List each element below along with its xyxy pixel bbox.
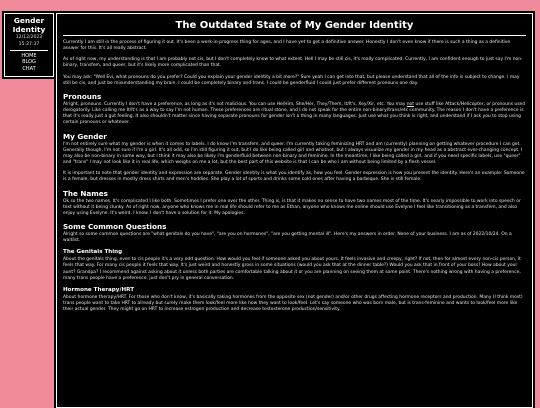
pronouns-text-b: use stuff like Attack/Helicopter, or pronouns used derogatorily. Like calling me It/It's as a way to say I'm not human. These preferences are ritual stone, and I do not speak for the entire non-binary/trans/etc community. The reason I don't have a preference is that it's really just a gut feeling. It also shouldn't matter since having separate pronouns for gender isn't a thing in many languages. Just use what you think is right, and understand if I ask you to stop using certain pronouns or whatever. xyxy=(63,101,526,126)
intro-paragraph-2: As of right now, my understanding is that I am probably not cis, but I don't completely know to what extent. Hell I may be still cis, it's really complicated. Currently, I am confident enough to just say I'm non-binary, transfem, and queer, but it's likely more complicated than that. xyxy=(63,57,523,69)
intro-paragraph-3: You may ask: "Well Evi, what pronouns do you prefer? Could you explain your gender identity a bit more?" Sure yeah I can get into that, but please understand that all of the info is subject to change. I may still be cis, and just be misunderstanding my brain. I could be completely binary and trans. I could be genderfluid I could just prefer different pronouns one day. xyxy=(63,74,520,86)
pronouns-text-a: Alright, pronouns. Currently I don't have a preference, as long as it's not malicious. You can use He/Him, She/Her, They/Them, It/It's, Xey/Xir, etc. You may xyxy=(63,101,406,107)
pronouns-heading: Pronouns xyxy=(63,91,102,101)
title-divider xyxy=(63,35,526,36)
site-title-line2: Identity xyxy=(12,25,46,34)
gender-paragraph-1: I'm not entirely sure what my gender is when it comes to labels. I do know I'm transfem, and queer. I'm currently taking feminizing HRT and am (currently) planning on getting whatever procedure I can get. Generally though, I'm not sure if I'm a girl. It's all odd, so I'm still figuring it out, but I do like being called girl and whatnot, but I always visualize my gender in my head as a abstract ever-changing concept. I may also be non-binary in some way, but I think it may also be likely I'm genderfluid between non-binary and feminine. In the meantime, I like being called a girl, and if you need specific labels, use "queer" and "trans" I may not look like it in real life, which weighs on me a lot, but the best part of this website is that I can be who I am without being limited by a flesh vessel. xyxy=(63,141,523,166)
genitals-paragraph: About the genitals thing, even to cis people it's a very odd question. How would you feel if someone asked you about yours. It feels invasive and creepy, right? If not, then for almost every non-cis person, it feels that way. For many cis people it feels that way. It's just weird and honestly gross in some situations (would you ask that at the dinner table?) Would you ask that in front of your boss? How about your aunt? Grandpa? I recommend against asking about it unless both parties are comfortable talking about it or you are planning on seeing them at some point. There's nothing wrong with having a preference, many trans people have a preference. just don't pry in general conversation. xyxy=(63,257,521,281)
page-title: The Outdated State of My Gender Identity xyxy=(175,20,414,31)
nav-home-link[interactable]: HOME xyxy=(21,53,37,59)
sidebar-nav xyxy=(6,53,52,72)
site-title-line1: Gender xyxy=(13,16,45,25)
genitals-heading: The Genitals Thing xyxy=(63,249,123,256)
sidebar-divider xyxy=(10,50,48,51)
questions-heading: Some Common Questions xyxy=(63,221,167,231)
names-heading: The Names xyxy=(63,188,108,198)
my-gender-heading: My Gender xyxy=(63,131,107,141)
hrt-heading: Hormone Therapy/HRT xyxy=(63,286,135,293)
site-title xyxy=(6,16,52,34)
hrt-paragraph: About hormone therapy/HRT. For those who don't know, it's basically taking hormones from the opposite sex (not gender) and/or other drugs affecting hormone receptors and production. Many (I think most) trans people want to take HRT to already but surely make them look/feel more like how they want to look/feel. Let's say someone who was born male, but is trans-feminine and wants to look/feel more like their actual gender. They might go on HRT to increase estrogen production and decrease testosterone production/sensitivity. xyxy=(63,294,523,313)
gender-paragraph-2: It is important to note that gender identity and expression are separate. Gender identity is what you identify as, how you feel. Gender expression is how you present the identity. Here's an example: Someone is a female, but dresses in mostly dress shirts and men's hoddies. She play a lot of sports and drinks some cold ones after having a barbeque. She is still female. xyxy=(63,171,525,183)
article-panel[interactable] xyxy=(56,13,533,408)
names-paragraph: Ok so the two names. It's complicated I like both. Sometimes I prefer one over the other. Thing is, is that it makes no sense to have two names most of the time. It's nearly impossible to work into speech or text without it being clunky. As of right now, anyone who knows me in real life should refer to me as Ethan, anyone who knows me online should use Evelyne I feel like transitioning as a transfem, and also enjoy using Evelyne. It's weird, I know. I don't have a solution for it. My apologies. xyxy=(63,198,521,216)
nav-chat-link[interactable]: CHAT xyxy=(22,65,36,72)
date-display: 12/12/2023 xyxy=(15,35,43,40)
time-display: 15:27:37 xyxy=(18,41,40,47)
intro-paragraph-1: Currently I am still in the process of figuring it out. It's been a work-in-progress thing for ages, and I have yet to get a definitive answer. Honestly I don't even know if there is such a thing as a definitive answer for this. It's all really abstract. xyxy=(63,40,511,52)
nav-blog-link[interactable]: BLOG xyxy=(22,59,36,66)
pronouns-emphasis: not xyxy=(406,101,415,107)
questions-paragraph: Alright so some common questions are "what genitals do you have", "are you on hormones", "are you getting mental ill". Here's my answers in order. None of your business. I am as of 2022/10/24. On a waitlist. xyxy=(63,231,512,244)
pronouns-paragraph xyxy=(63,102,526,127)
sidebar xyxy=(4,13,54,77)
